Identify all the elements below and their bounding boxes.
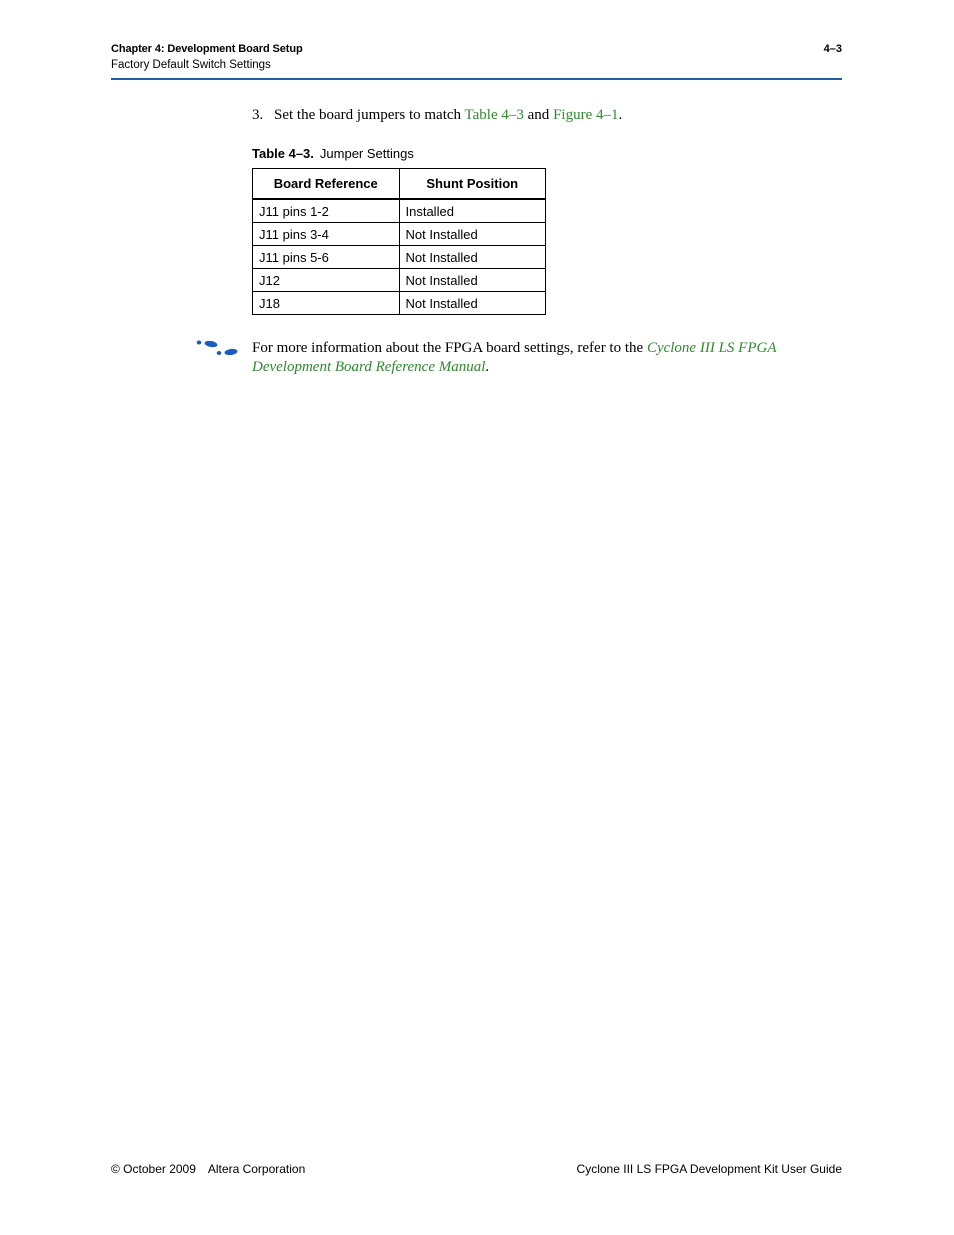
board-reference-cell: J12 [253,269,400,292]
page-footer-left [111,1162,305,1176]
column-header-board-reference: Board Reference [253,169,400,200]
page-header [111,43,842,80]
column-header-shunt-position: Shunt Position [399,169,546,200]
footer-date: © October 2009 [111,1162,196,1176]
table-row [253,223,546,246]
footer-doc-title: Cyclone III LS FPGA Development Kit User Guide [576,1162,842,1176]
table-link[interactable]: Table 4–3 [464,107,524,123]
shunt-position-cell: Not Installed [399,223,546,246]
board-reference-cell: J11 pins 1-2 [253,199,400,223]
section-title: Factory Default Switch Settings [111,59,271,71]
footer-company: Altera Corporation [207,1162,306,1176]
table-row [253,199,546,223]
note-text-before: For more information about the FPGA board settings, refer to the [252,340,647,356]
table-row [253,292,546,315]
note-text-after: . [485,359,490,375]
table-caption [252,146,414,161]
shunt-position-cell: Not Installed [399,292,546,315]
shunt-position-cell: Not Installed [399,269,546,292]
table-caption-title: Jumper Settings [319,146,414,161]
step-text-after: . [618,107,623,123]
footprints-icon [196,339,240,357]
chapter-title: Chapter 4: Development Board Setup [111,43,303,55]
board-reference-cell: J11 pins 5-6 [253,246,400,269]
step-text-before: Set the board jumpers to match [274,107,465,123]
step-3 [252,107,622,124]
jumper-settings-table [252,168,546,315]
reference-manual-link[interactable]: Cyclone III LS FPGA Development Board Reference Manual [252,340,777,375]
table-row [253,269,546,292]
board-reference-cell: J18 [253,292,400,315]
table-caption-label: Table 4–3. [252,146,314,161]
step-number: 3. [252,107,264,123]
step-text-middle: and [523,107,554,123]
table-header-row [253,169,546,200]
page-number: 4–3 [823,43,842,55]
shunt-position-cell: Not Installed [399,246,546,269]
shunt-position-cell: Installed [399,199,546,223]
table-row [253,246,546,269]
figure-link[interactable]: Figure 4–1 [553,107,619,123]
board-reference-cell: J11 pins 3-4 [253,223,400,246]
reference-note [252,339,852,377]
